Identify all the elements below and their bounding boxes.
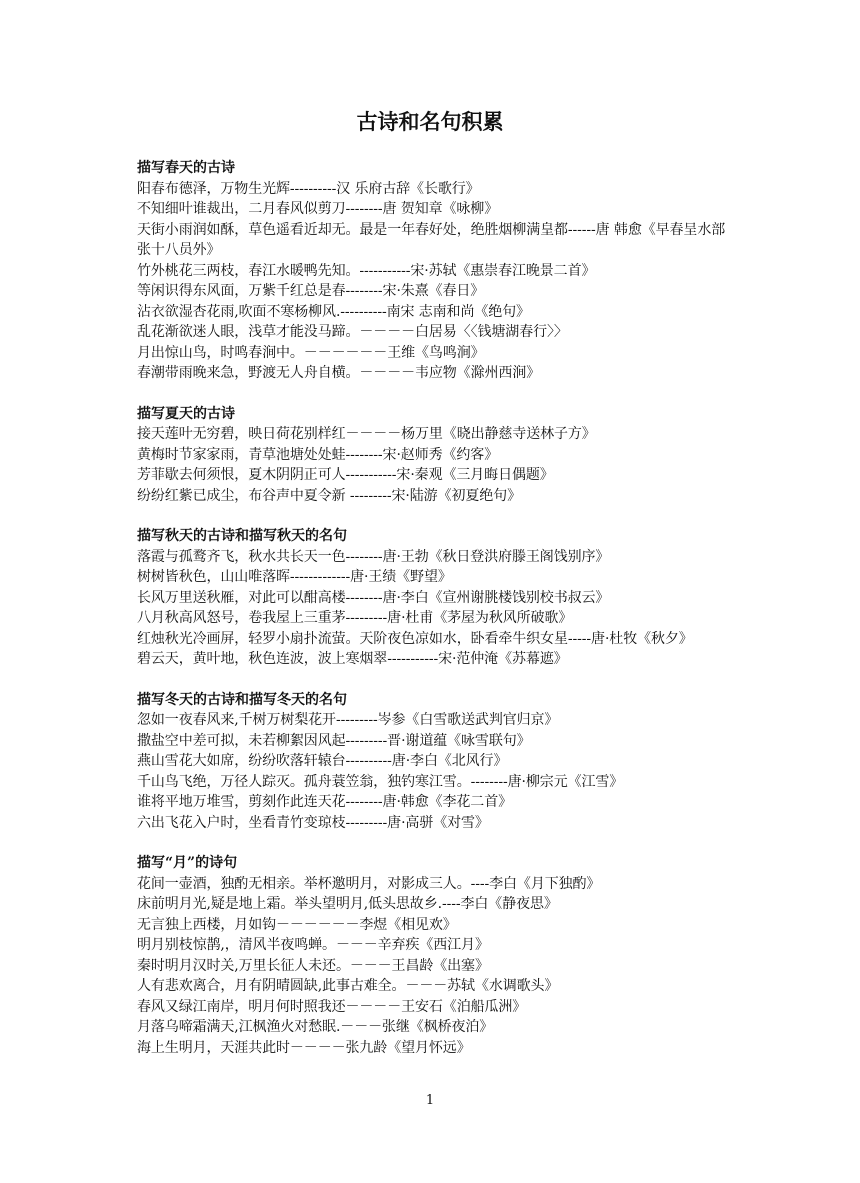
poem-line: 明月别枝惊鹊,，清风半夜鸣蝉。－－－辛弃疾《西江月》 xyxy=(137,937,489,953)
poem-line: 撒盐空中差可拟，未若柳絮因风起---------晋·谢道蕴《咏雪联句》 xyxy=(137,732,531,749)
poem-line: 人有悲欢离合，月有阴晴圆缺,此事古难全。－－－苏轼《水调歌头》 xyxy=(137,978,559,994)
poem-line: 秦时明月汉时关,万里长征人未还。－－－王昌龄《出塞》 xyxy=(137,957,489,974)
section-heading: 描写冬天的古诗和描写冬天的名句 xyxy=(137,691,347,708)
poem-line: 接天莲叶无穷碧，映日荷花别样红－－－－杨万里《晓出静慈寺送林子方》 xyxy=(137,426,596,442)
poem-line: 燕山雪花大如席，纷纷吹落轩辕台----------唐·李白《北风行》 xyxy=(137,753,508,769)
section-autumn xyxy=(137,526,737,670)
poem-line: 千山鸟飞绝，万径人踪灭。孤舟蓑笠翁，独钓寒江雪。--------唐·柳宗元《江雪》 xyxy=(137,773,624,790)
poem-line: 树树皆秋色，山山唯落晖-------------唐·王绩《野望》 xyxy=(137,569,452,585)
poem-line: 月出惊山鸟，时鸣春涧中。－－－－－－王维《鸟鸣涧》 xyxy=(137,344,485,361)
section-heading: 描写秋天的古诗和描写秋天的名句 xyxy=(137,528,347,544)
poem-line: 芳菲歇去何须恨，夏木阴阴正可人-----------宋·秦观《三月晦日偶题》 xyxy=(137,467,554,483)
poem-line: 碧云天，黄叶地，秋色连波，波上寒烟翠-----------宋·范仲淹《苏幕遮》 xyxy=(137,651,568,667)
poem-line: 沾衣欲湿杏花雨,吹面不寒杨柳风.----------南宋 志南和尚《绝句》 xyxy=(137,303,530,320)
poem-line: 无言独上西楼，月如钩－－－－－－李煜《相见欢》 xyxy=(137,916,457,933)
section-spring xyxy=(137,158,737,384)
poem-line: 天街小雨润如酥，草色遥看近却无。最是一年春好处，绝胜烟柳满皇都------唐 韩愈《早春呈水部张十八员外》 xyxy=(137,221,726,258)
poem-line: 竹外桃花三两枝，春江水暖鸭先知。-----------宋·苏轼《惠崇春江晚景二首》 xyxy=(137,262,596,279)
poem-line: 长风万里送秋雁，对此可以酣高楼--------唐·李白《宣州谢朓楼饯别校书叔云》 xyxy=(137,589,610,606)
poem-line: 乱花渐欲迷人眼，浅草才能没马蹄。－－－－白居易〈〈钱塘湖春行〉〉 xyxy=(137,324,568,340)
section-summer xyxy=(137,404,737,507)
poem-line: 不知细叶谁裁出，二月春风似剪刀--------唐 贺知章《咏柳》 xyxy=(137,201,499,217)
section-heading: 描写“月”的诗句 xyxy=(137,855,238,871)
poem-line: 八月秋高风怒号，卷我屋上三重茅---------唐·杜甫《茅屋为秋风所破歌》 xyxy=(137,610,573,626)
section-moon xyxy=(137,853,737,1058)
section-heading: 描写夏天的古诗 xyxy=(137,405,235,422)
poem-line: 纷纷红紫已成尘，布谷声中夏令新 ---------宋·陆游《初夏绝句》 xyxy=(137,487,521,504)
poem-line: 春风又绿江南岸，明月何时照我还－－－－王安石《泊船瓜洲》 xyxy=(137,998,527,1015)
poem-line: 等闲识得东风面，万紫千红总是春--------宋·朱熹《春日》 xyxy=(137,283,485,299)
poem-line: 落霞与孤鹜齐飞，秋水共长天一色--------唐·王勃《秋日登洪府滕王阁饯别序》 xyxy=(137,548,610,565)
poem-line: 月落乌啼霜满天,江枫渔火对愁眠.－－－张继《枫桥夜泊》 xyxy=(137,1019,494,1035)
document-title: 古诗和名句积累 xyxy=(356,109,504,134)
poem-line: 谁将平地万堆雪，剪刻作此连天花--------唐·韩愈《李花二首》 xyxy=(137,794,512,810)
poem-line: 红烛秋光冷画屏，轻罗小扇扑流萤。天阶夜色凉如水，卧看牵牛织女星-----唐·杜牧《秋夕》 xyxy=(137,630,693,647)
document-body xyxy=(137,158,737,1058)
page-number: 1 xyxy=(425,1093,435,1108)
poem-line: 六出飞花入户时，坐看青竹变琼枝---------唐·高骈《对雪》 xyxy=(137,814,489,831)
poem-line: 床前明月光,疑是地上霜。举头望明月,低头思故乡.----李白《静夜思》 xyxy=(137,896,558,912)
poem-line: 海上生明月，天涯共此时－－－－张九龄《望月怀远》 xyxy=(137,1039,471,1056)
poem-line: 黄梅时节家家雨，青草池塘处处蛙--------宋·赵师秀《约客》 xyxy=(137,446,499,463)
poem-line: 花间一壶酒，独酌无相亲。举杯邀明月，对影成三人。----李白《月下独酌》 xyxy=(137,875,601,892)
section-winter xyxy=(137,690,737,834)
poem-line: 阳春布德泽，万物生光辉----------汉 乐府古辞《长歌行》 xyxy=(137,180,480,197)
poem-line: 春潮带雨晚来急，野渡无人舟自横。－－－－韦应物《滁州西涧》 xyxy=(137,365,541,381)
section-heading: 描写春天的古诗 xyxy=(137,160,235,176)
poem-line: 忽如一夜春风来,千树万树梨花开---------岑参《白雪歌送武判官归京》 xyxy=(137,712,559,728)
